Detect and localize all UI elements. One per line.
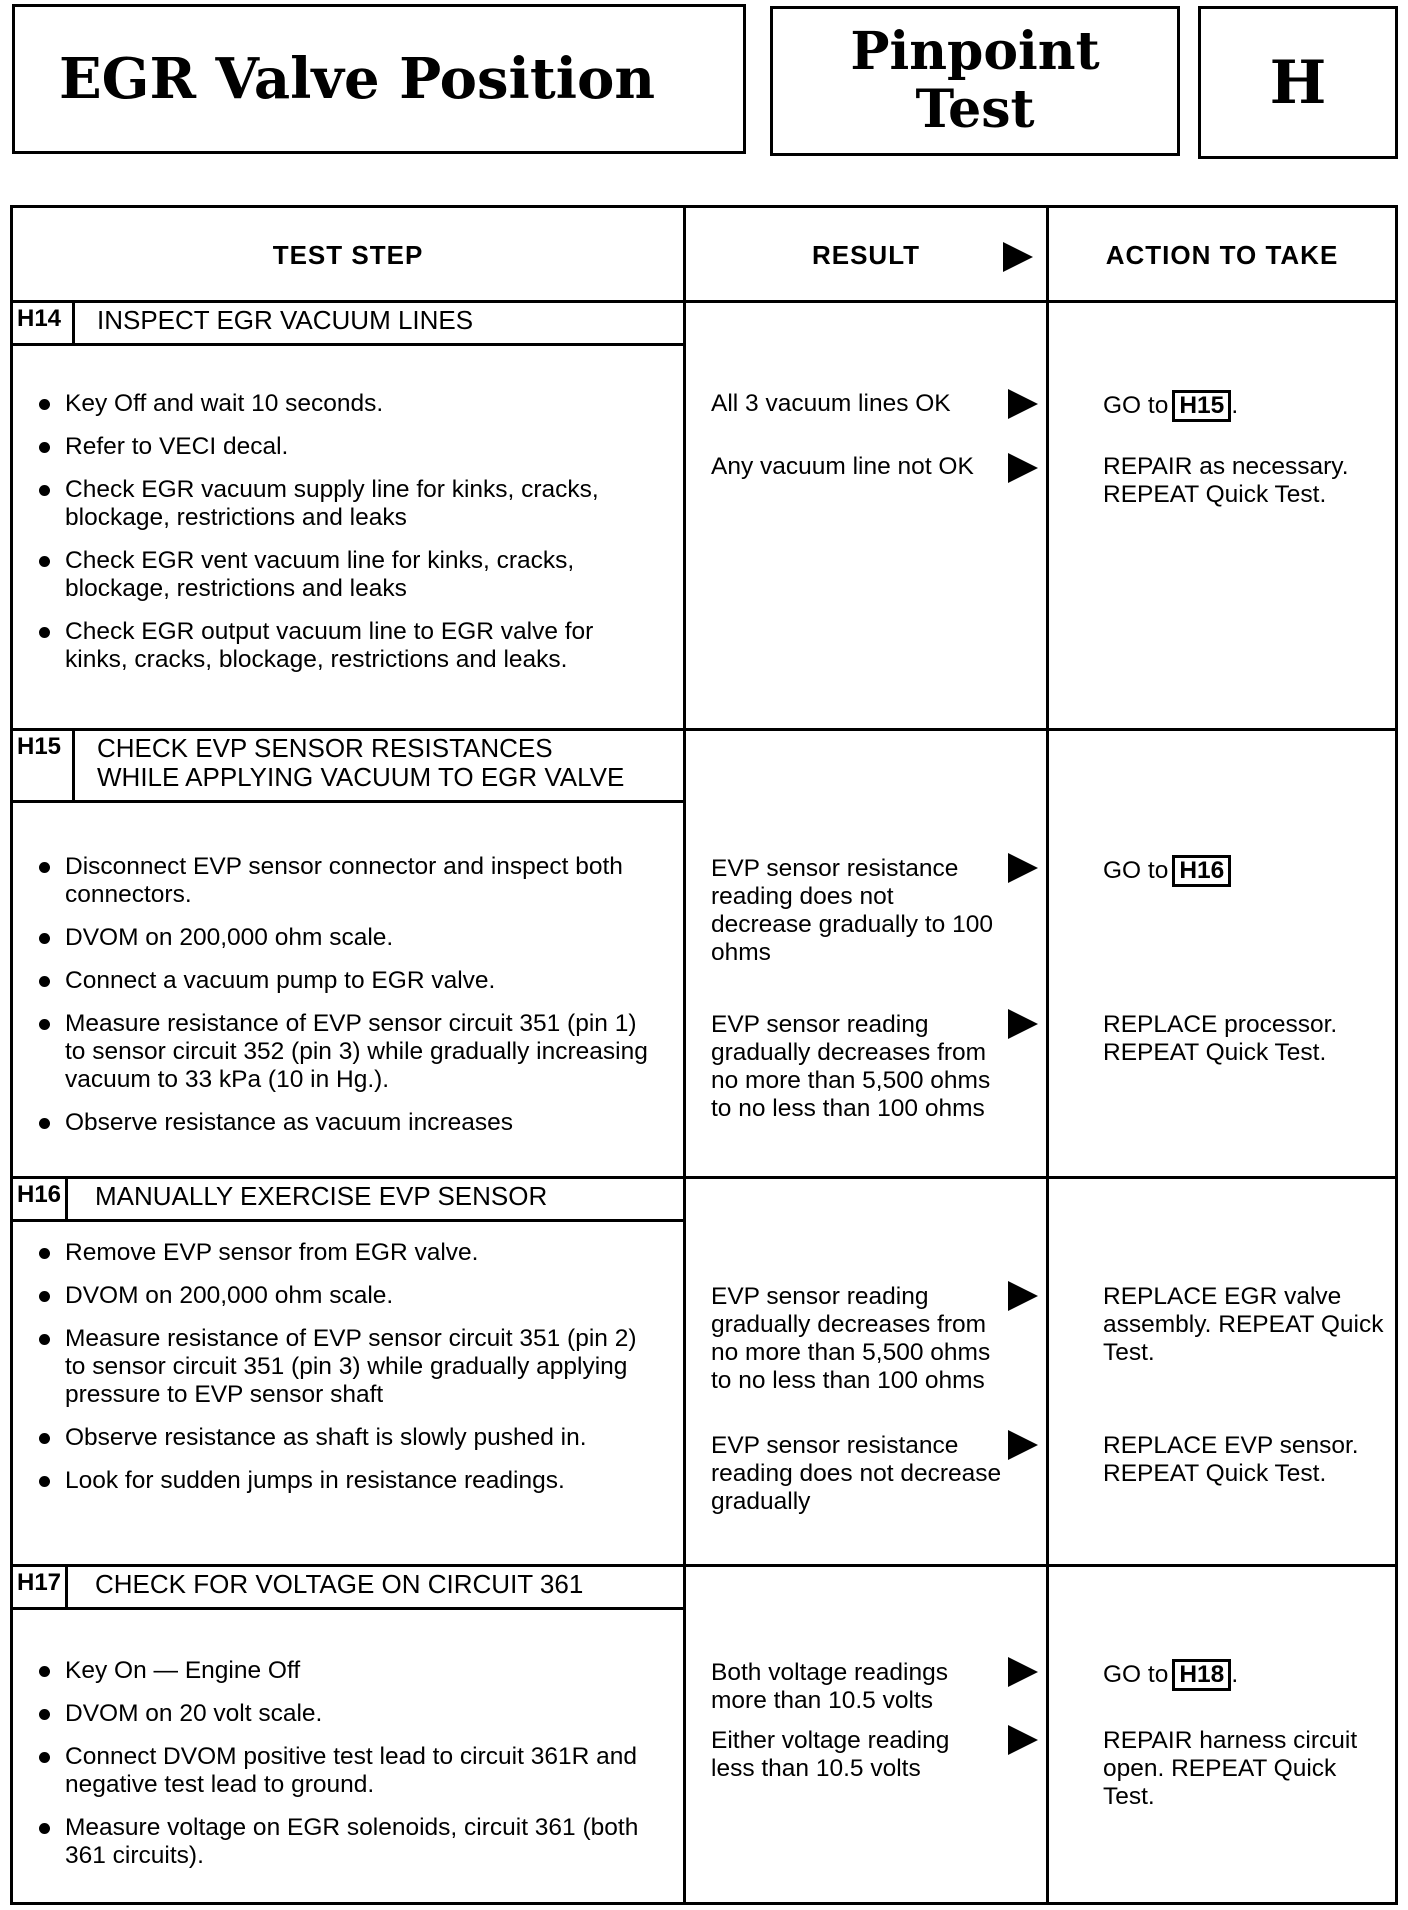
step-h16: [13, 1179, 1395, 1564]
header-arrow-icon: [1003, 242, 1033, 272]
test-letter: H: [1269, 47, 1327, 118]
instruction-item: Connect DVOM positive test lead to circuit 361R and negative test lead to ground.: [39, 1743, 659, 1799]
instruction-item: Measure resistance of EVP sensor circuit 351 (pin 1) to sensor circuit 352 (pin 3) while gradually increasing vacuum to 33 kPa (10 in Hg.).: [39, 1010, 659, 1094]
instruction-item: Check EGR output vacuum line to EGR valve for kinks, cracks, blockage, restrictions and leaks.: [39, 618, 659, 674]
result-arrow-icon: [1008, 1657, 1038, 1687]
action-text: [1103, 855, 1393, 887]
instruction-item: Look for sudden jumps in resistance readings.: [39, 1467, 659, 1495]
instruction-item: DVOM on 200,000 ohm scale.: [39, 1282, 659, 1310]
instruction-item: Key On — Engine Off: [39, 1657, 659, 1685]
instruction-item: DVOM on 20 volt scale.: [39, 1700, 659, 1728]
test-letter-box: [1198, 6, 1398, 159]
step-id: H16: [13, 1179, 68, 1219]
step-title: CHECK FOR VOLTAGE ON CIRCUIT 361: [95, 1569, 584, 1599]
column-header-result: [686, 208, 1046, 303]
instruction-item: Observe resistance as vacuum increases: [39, 1109, 659, 1137]
step-instructions: [39, 390, 659, 674]
result-text: EVP sensor resistance reading does not decrease gradually to 100 ohms: [711, 855, 993, 966]
action-text: REPLACE EGR valve assembly. REPEAT Quick Test.: [1103, 1283, 1384, 1366]
result-text: Both voltage readings more than 10.5 volts: [711, 1659, 948, 1714]
step-title: [97, 731, 624, 792]
step-instructions: [39, 1657, 659, 1870]
action-suffix: .: [1231, 392, 1239, 419]
action-text: REPLACE processor. REPEAT Quick Test.: [1103, 1011, 1338, 1066]
step-h17: [13, 1567, 1395, 1902]
step-instructions: [39, 1239, 659, 1495]
action-text: REPAIR harness circuit open. REPEAT Quick Test.: [1103, 1727, 1358, 1810]
instruction-item: Observe resistance as shaft is slowly pushed in.: [39, 1424, 659, 1452]
result-arrow-icon: [1008, 1725, 1038, 1755]
action-suffix: .: [1231, 1661, 1239, 1688]
result-text: All 3 vacuum lines OK: [711, 390, 951, 417]
action-text: [1103, 390, 1393, 422]
instruction-item: Refer to VECI decal.: [39, 433, 659, 461]
result-arrow-icon: [1008, 1281, 1038, 1311]
action-label: GO to: [1103, 392, 1169, 419]
result-header-label: RESULT: [811, 240, 921, 270]
step-id: H17: [13, 1567, 68, 1607]
step-id: H14: [13, 303, 75, 343]
pinpoint-test-box: [770, 6, 1180, 156]
result-arrow-icon: [1008, 1430, 1038, 1460]
column-header-action: ACTION TO TAKE: [1105, 240, 1339, 270]
instruction-item: DVOM on 200,000 ohm scale.: [39, 924, 659, 952]
action-text: REPLACE EVP sensor. REPEAT Quick Test.: [1103, 1432, 1359, 1487]
result-text: Either voltage reading less than 10.5 volts: [711, 1727, 950, 1782]
title-box: [12, 4, 746, 154]
action-text: [1103, 1659, 1393, 1691]
step-reference: H16: [1172, 855, 1231, 887]
action-label: GO to: [1103, 1661, 1169, 1688]
result-text: EVP sensor resistance reading does not decrease gradually: [711, 1432, 1002, 1515]
result-arrow-icon: [1008, 453, 1038, 483]
instruction-item: Key Off and wait 10 seconds.: [39, 390, 659, 418]
result-arrow-icon: [1008, 853, 1038, 883]
instruction-item: Connect a vacuum pump to EGR valve.: [39, 967, 659, 995]
step-h15: [13, 731, 1395, 1176]
pinpoint-label: Pinpoint: [850, 21, 1100, 82]
page-title: EGR Valve Position: [59, 46, 656, 112]
instruction-item: Measure voltage on EGR solenoids, circuit 361 (both 361 circuits).: [39, 1814, 659, 1870]
step-h14: [13, 303, 1395, 728]
step-title: MANUALLY EXERCISE EVP SENSOR: [95, 1181, 548, 1211]
step-header: [13, 1179, 686, 1222]
step-title-line: WHILE APPLYING VACUUM TO EGR VALVE: [97, 762, 625, 792]
result-arrow-icon: [1008, 1009, 1038, 1039]
instruction-item: Check EGR vent vacuum line for kinks, cracks, blockage, restrictions and leaks: [39, 547, 659, 603]
result-text: EVP sensor reading gradually decreases from no more than 5,500 ohms to no less than 100 ohms: [711, 1283, 991, 1394]
instruction-item: Disconnect EVP sensor connector and inspect both connectors.: [39, 853, 659, 909]
step-reference: H18: [1172, 1659, 1231, 1691]
result-text: EVP sensor reading gradually decreases from no more than 5,500 ohms to no less than 100 ohms: [711, 1011, 991, 1122]
column-header-test-step: TEST STEP: [272, 240, 424, 270]
step-header: [13, 303, 686, 346]
action-text: REPAIR as necessary. REPEAT Quick Test.: [1103, 453, 1349, 508]
action-label: GO to: [1103, 857, 1169, 884]
pinpoint-table: [10, 205, 1398, 1905]
instruction-item: Measure resistance of EVP sensor circuit 351 (pin 2) to sensor circuit 351 (pin 3) while gradually applying pressure to EVP sensor shaft: [39, 1325, 659, 1409]
step-id: H15: [13, 731, 75, 800]
step-title-line: CHECK EVP SENSOR RESISTANCES: [97, 733, 553, 763]
test-label: Test: [915, 79, 1035, 140]
instruction-item: Remove EVP sensor from EGR valve.: [39, 1239, 659, 1267]
step-header: [13, 1567, 686, 1610]
result-text: Any vacuum line not OK: [711, 453, 974, 480]
instruction-item: Check EGR vacuum supply line for kinks, cracks, blockage, restrictions and leaks: [39, 476, 659, 532]
step-header: [13, 731, 686, 803]
result-arrow-icon: [1008, 389, 1038, 419]
step-title: INSPECT EGR VACUUM LINES: [97, 305, 474, 335]
step-reference: H15: [1172, 390, 1231, 422]
step-instructions: [39, 853, 659, 1137]
